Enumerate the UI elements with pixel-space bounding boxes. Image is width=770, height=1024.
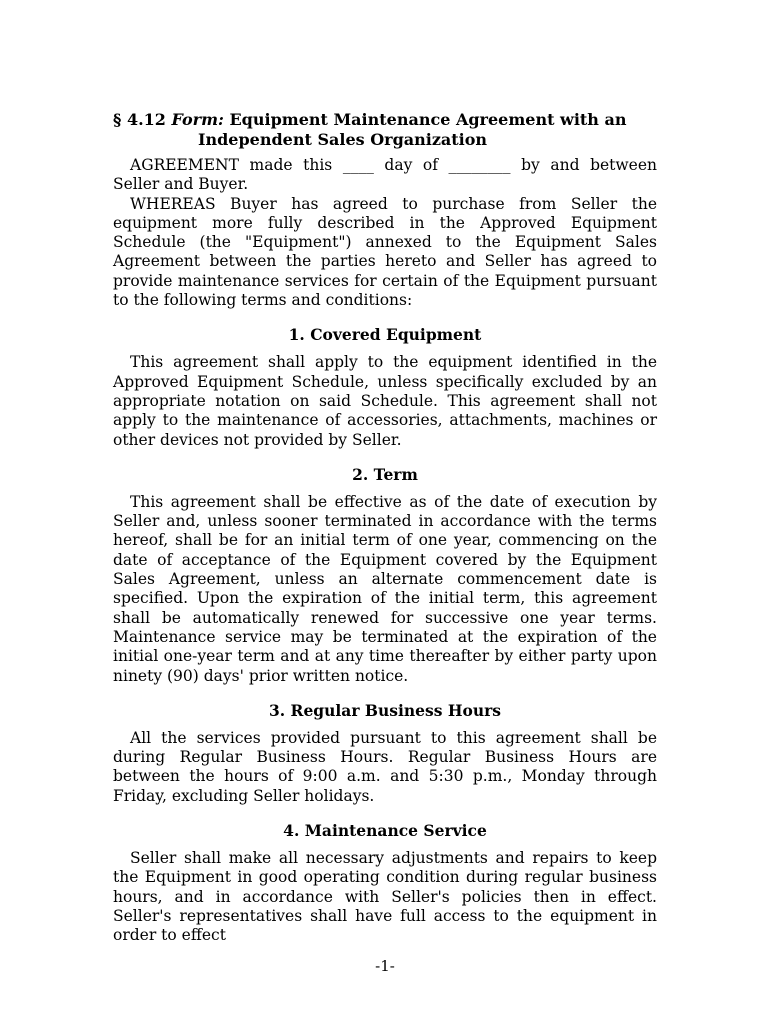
- section-heading-maintenance-service: 4. Maintenance Service: [283, 821, 487, 841]
- section-number: § 4.12: [113, 110, 166, 129]
- section-heading-covered-equipment: 1. Covered Equipment: [288, 325, 482, 345]
- form-label: Form:: [171, 110, 224, 129]
- section-heading-term: 2. Term: [352, 464, 418, 484]
- section-body-business-hours: All the services provided pursuant to this agreement shall be during Regular Business Hours. Regular Business Hours are between the hours of 9:00 a.m. and 5:30 p.m., Monday through Friday, excluding Seller holidays.: [113, 728, 657, 805]
- whereas-paragraph: WHEREAS Buyer has agreed to purchase from Seller the equipment more fully described in the Approved Equipment Schedule (the "Equipment") annexed to the Equipment Sales Agreement between the parties hereto and Seller has agreed to provide maintenance services for certain of the Equipment pursuant to the following terms and conditions:: [113, 194, 657, 310]
- section-body-maintenance-service: Seller shall make all necessary adjustments and repairs to keep the Equipment in good operating condition during regular business hours, and in accordance with Seller's policies then in effect. Seller's representatives shall have full access to the equipment in order to effect: [113, 849, 657, 945]
- title-text: Equipment Maintenance Agreement with an Independent Sales Organization: [198, 110, 627, 149]
- page-number: -1-: [375, 957, 395, 975]
- section-heading-business-hours: 3. Regular Business Hours: [268, 700, 502, 720]
- intro-paragraph: AGREEMENT made this ____ day of ________ by and between Seller and Buyer.: [113, 156, 657, 194]
- section-body-covered-equipment: This agreement shall apply to the equipment identified in the Approved Equipment Schedule, unless specifically excluded by an appropriate notation on said Schedule. This agreement shall not apply to the maintenance of accessories, attachments, machines or other devices not provided by Seller.: [113, 353, 657, 449]
- document-page: [113, 110, 657, 946]
- document-title: [113, 110, 657, 150]
- title-block: [113, 110, 657, 150]
- section-body-term: This agreement shall be effective as of the date of execution by Seller and, unless sooner terminated in accordance with the terms hereof, shall be for an initial term of one year, commencing on the date of acceptance of the Equipment covered by the Equipment Sales Agreement, unless an alternate commencement date is specified. Upon the expiration of the initial term, this agreement shall be automatically renewed for successive one year terms. Maintenance service may be terminated at the expiration of the initial one-year term and at any time thereafter by either party upon ninety (90) days' prior written notice.: [113, 492, 657, 685]
